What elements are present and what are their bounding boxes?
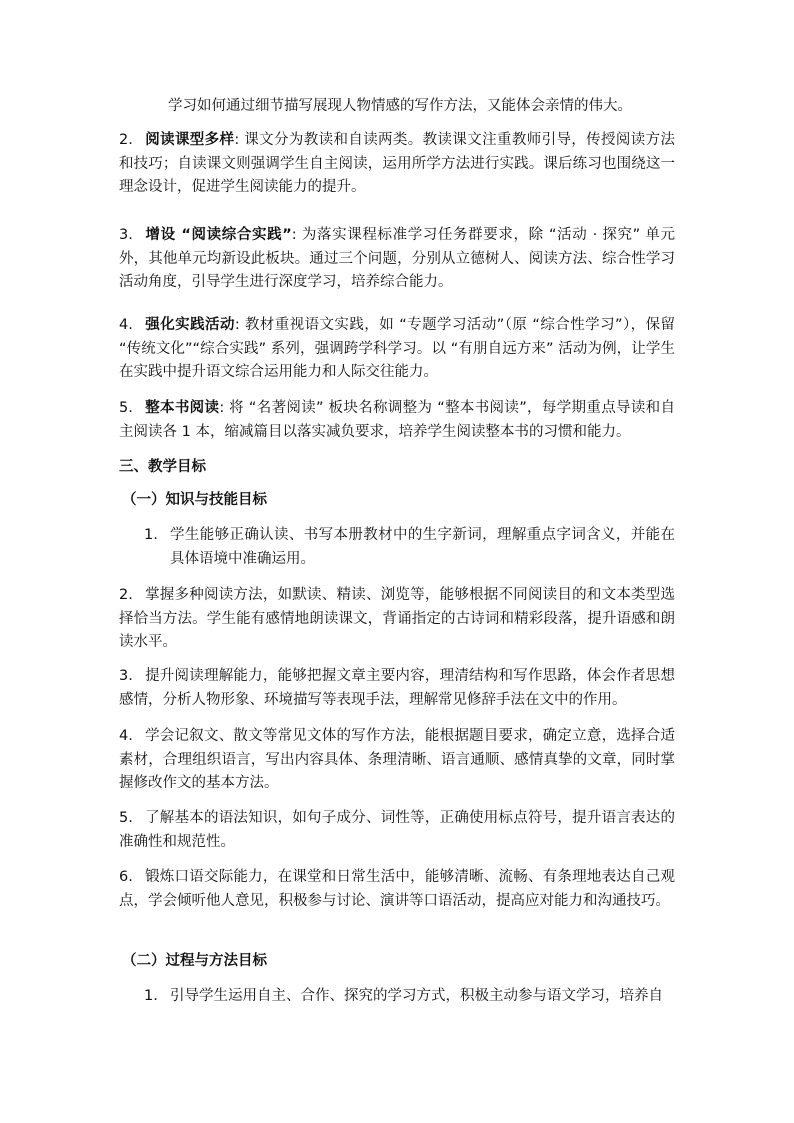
item-number: 1. (144, 988, 158, 1004)
item-text: 提升阅读理解能力，能够把握文章主要内容，理清结构和写作思路，体会作者思想感情，分析人物形象、环境描写等表现手法，理解常见修辞手法在文中的作用。 (119, 668, 675, 708)
item-number: 3. (119, 227, 133, 243)
goal-item-5 (119, 807, 675, 854)
item-number: 5. (119, 810, 133, 826)
goal-item-2 (119, 584, 675, 655)
item-number: 2. (119, 132, 133, 148)
item-number: 3. (119, 668, 133, 684)
intro-tail-paragraph (168, 95, 675, 119)
item-body: 将 “名著阅读” 板块名称调整为 “整本书阅读”，每学期重点导读和自主阅读各 1 本，缩减篇目以落实减负要求，培养学生阅读整本书的习惯和能力。 (119, 400, 675, 440)
item-text: 掌握多种阅读方法，如默读、精读、浏览等，能够根据不同阅读目的和文本类型选择恰当方法。学生能有感情地朗读课文，背诵指定的古诗词和精彩段落，提升语感和朗读水平。 (119, 587, 675, 650)
item-title: 增设 “阅读综合实践” (144, 227, 292, 243)
item-number: 1. (144, 527, 158, 543)
goal-item-1 (144, 524, 675, 571)
item-separator: : (234, 132, 240, 148)
feature-item-4 (119, 314, 675, 385)
item-title: 强化实践活动 (144, 317, 235, 333)
item-text: 锻炼口语交际能力，在课堂和日常生活中，能够清晰、流畅、有条理地表达自己观点，学会倾听他人意见，积极参与讨论、演讲等口语活动，提高应对能力和沟通技巧。 (119, 869, 675, 909)
item-title: 整本书阅读 (144, 400, 220, 416)
item-body: 为落实课程标准学习任务群要求，除 “活动 · 探究” 单元外，其他单元均新设此板块。通过三个问题，分别从立德树人、阅读方法、综合性学习活动角度，引导学生进行深度学习，培养综合能力。 (119, 227, 675, 290)
goal-item-4 (119, 725, 675, 796)
item-title: 阅读课型多样 (144, 132, 235, 148)
feature-item-5 (119, 397, 675, 444)
item-body: 课文分为教读和自读两类。教读课文注重教师引导，传授阅读方法和技巧；自读课文则强调学生自主阅读，运用所学方法进行实践。课后练习也围绕这一理念设计，促进学生阅读能力的提升。 (119, 132, 676, 195)
intro-tail-text: 学习如何通过细节描写展现人物情感的写作方法，又能体会亲情的伟大。 (168, 98, 632, 114)
goal-item-3 (119, 665, 675, 712)
item-text: 引导学生运用自主、合作、探究的学习方式，积极主动参与语文学习，培养自 (170, 988, 663, 1004)
item-body: 教材重视语文实践，如 “专题学习活动”（原 “综合性学习”），保留 “传统文化”“综合实践” 系列，强调跨学科学习。以 “有朋自远方来” 活动为例，让学生在实践中提升语文综合运用能力和人际交往能力。 (119, 317, 676, 380)
item-separator: : (234, 317, 240, 333)
feature-item-2 (119, 129, 675, 200)
item-number: 4. (119, 728, 133, 744)
subsection-heading-knowledge-skills: （一）知识与技能目标 (122, 492, 267, 508)
item-text: 了解基本的语法知识，如句子成分、词性等，正确使用标点符号，提升语言表达的准确性和规范性。 (119, 810, 675, 850)
item-number: 5. (119, 400, 133, 416)
item-number: 6. (119, 869, 133, 885)
item-separator: : (219, 400, 225, 416)
item-text: 学会记叙文、散文等常见文体的写作方法，能根据题目要求，确定立意，选择合适素材，合理组织语言，写出内容具体、条理清晰、语言通顺、感情真挚的文章，同时掌握修改作文的基本方法。 (119, 728, 675, 791)
goal-item-6 (119, 866, 675, 913)
process-item-1 (144, 985, 675, 1009)
item-number: 2. (119, 587, 133, 603)
item-number: 4. (119, 317, 133, 333)
feature-item-3 (119, 224, 675, 295)
item-separator: : (291, 227, 297, 243)
item-text: 学生能够正确认读、书写本册教材中的生字新词，理解重点字词含义，并能在具体语境中准确运用。 (170, 527, 675, 567)
section-heading-teaching-goals: 三、教学目标 (119, 459, 206, 475)
subsection-heading-process-methods: （二）过程与方法目标 (122, 953, 267, 969)
